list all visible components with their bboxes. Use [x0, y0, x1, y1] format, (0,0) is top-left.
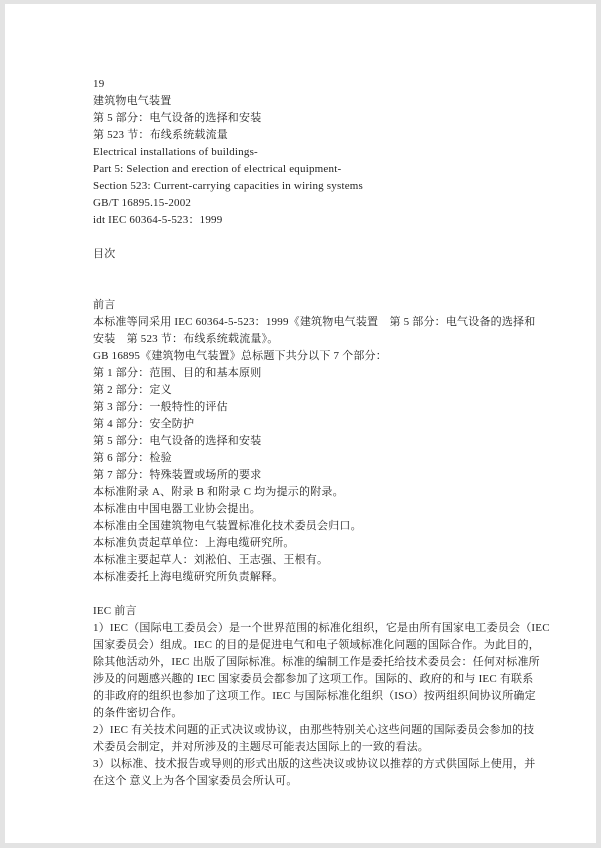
document-page: [5, 4, 596, 843]
text-line: 本标准由全国建筑物电气装置标准化技术委员会归口。: [93, 520, 362, 532]
title-line: idt IEC 60364-5-523：1999: [93, 214, 223, 226]
title-line: Section 523: Current-carrying capacities in wiring systems: [93, 180, 364, 192]
text-line: 涉及的问题感兴趣的 IEC 国家委员会都参加了这项工作。国际的、政府的和与 IEC 有联系: [93, 673, 534, 685]
text-line: 第 6 部分：检验: [93, 452, 172, 464]
title-block: [93, 76, 536, 229]
title-line: 建筑物电气装置: [93, 95, 172, 107]
text-line: 术委员会制定，并对所涉及的主题尽可能表达国际上的一致的看法。: [93, 741, 429, 753]
text-line: 在这个 意义上为各个国家委员会所认可。: [93, 775, 298, 787]
text-line: 第 3 部分：一般特性的评估: [93, 401, 228, 413]
text-line: 本标准由中国电器工业协会提出。: [93, 503, 261, 515]
text-line: 第 5 部分：电气设备的选择和安装: [93, 435, 262, 447]
title-line: 19: [93, 78, 105, 90]
text-line: 的条件密切合作。: [93, 707, 183, 719]
text-line: 本标准负责起草单位：上海电缆研究所。: [93, 537, 295, 549]
toc-block: [93, 246, 536, 263]
text-line: 除其他活动外，IEC 出版了国际标准。标准的编制工作是委托给技术委员会：任何对标准所: [93, 656, 540, 668]
iec-foreword-block: [93, 603, 550, 790]
toc-heading: 目次: [93, 248, 116, 260]
text-line: 第 4 部分：安全防护: [93, 418, 195, 430]
text-line: 国家委员会）组成。IEC 的目的是促进电气和电子领域标准化问题的国际合作。为此目的，: [93, 639, 540, 651]
iec-foreword-heading: IEC 前言: [93, 605, 137, 617]
text-line: 2）IEC 有关技术问题的正式决议或协议，由那些特别关心这些问题的国际委员会参加的技: [93, 724, 535, 736]
text-line: 本标准等同采用 IEC 60364-5-523：1999《建筑物电气装置 第 5 部分：电气设备的选择和: [93, 316, 536, 328]
text-line: 第 2 部分：定义: [93, 384, 172, 396]
title-line: Electrical installations of buildings-: [93, 146, 258, 158]
text-line: 安装 第 523 节：布线系统载流量》。: [93, 333, 279, 345]
text-line: GB 16895《建筑物电气装置》总标题下共分以下 7 个部分：: [93, 350, 387, 362]
foreword-block: [93, 297, 536, 586]
foreword-body: [93, 314, 536, 586]
text-line: 本标准主要起草人：刘淞伯、王志强、王根有。: [93, 554, 329, 566]
text-line: 3）以标准、技术报告或导则的形式出版的这些决议或协议以推荐的方式供国际上使用，并: [93, 758, 536, 770]
text-line: 1）IEC（国际电工委员会）是一个世界范围的标准化组织，它是由所有国家电工委员会（IEC: [93, 622, 550, 634]
text-line: 本标准附录 A、附录 B 和附录 C 均为提示的附录。: [93, 486, 344, 498]
title-line: GB/T 16895.15-2002: [93, 197, 192, 209]
text-line: 第 7 部分：特殊装置或场所的要求: [93, 469, 262, 481]
foreword-heading: 前言: [93, 299, 116, 311]
title-line: 第 5 部分：电气设备的选择和安装: [93, 112, 262, 124]
title-line: 第 523 节：布线系统载流量: [93, 129, 228, 141]
iec-foreword-body: [93, 620, 550, 790]
text-line: 本标准委托上海电缆研究所负责解释。: [93, 571, 284, 583]
text-line: 第 1 部分：范围、目的和基本原则: [93, 367, 262, 379]
title-line: Part 5: Selection and erection of electrical equipment-: [93, 163, 342, 175]
text-line: 的非政府的组织也参加了这项工作。IEC 与国际标准化组织（ISO）按两组织间协议所确定: [93, 690, 536, 702]
